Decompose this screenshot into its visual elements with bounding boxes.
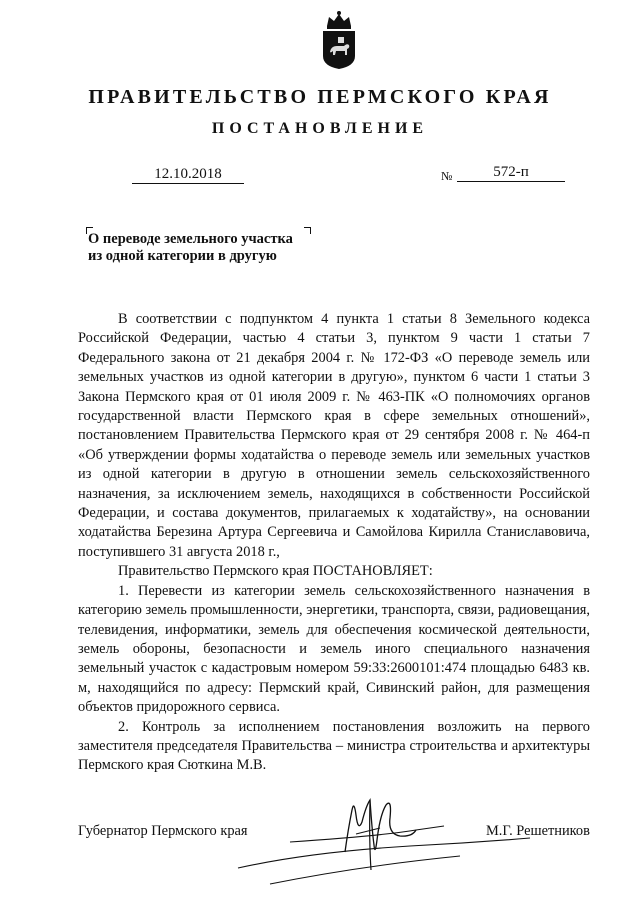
body-paragraph-resolves: Правительство Пермского края ПОСТАНОВЛЯЕТ: [118,563,433,580]
body-paragraph-item-1: 1. Перевести из категории земель сельскохозяйственного назначения в категорию земель промышленности, энергетики, транспорта, связи, радиовещания, телевидения, информатики, земель для обеспечения космической деятельности, земель обороны, безопасности и земель иного специального назначения земельный участок с кадастровым номером 59:33:2600101:474 площадью 6483 кв. м, находящийся по адресу: Пермский край, Сивинский район, для размещения объектов придорожного сервиса. [78,582,590,716]
organization-title: ПРАВИТЕЛЬСТВО ПЕРМСКОГО КРАЯ [88,86,552,108]
body-paragraph-preamble: В соответствии с подпунктом 4 пункта 1 статьи 8 Земельного кодекса Российской Федерации, частью 4 статьи 3, пунктом 9 части 1 статьи 7 Федерального закона от 21 декабря 2004 г. № 172-ФЗ «О переводе земель или земельных участков из одной категории в другую», пунктом 6 части 1 статьи 3 Закона Пермского края от 01 июля 2009 г. № 463-ПК «О полномочиях органов государственной власти Пермского края в сфере земельных отношений», постановлением Правительства Пермского края от 29 сентября 2008 г. № 464-п «Об утверждении формы ходатайства о переводе земель или земельных участков из одной категории в другую в отношении земель сельскохозяйственного назначения, за исключением земель, находящихся в собственности Российской Федерации, и состава документов, прилагаемых к ходатайству», на основании ходатайства Березина Артура Сергеевича и Самойлова Кирилла Станиславовича, поступившего 31 августа 2018 г., [78,311,590,560]
document-date: 12.10.2018 [132,166,244,184]
document-subject [88,231,293,265]
document-body [78,310,590,776]
number-sign: № [441,169,453,183]
signatory-position: Губернатор Пермского края [78,823,248,839]
signatory-name: М.Г. Решетников [486,823,590,839]
document-type: ПОСТАНОВЛЕНИЕ [211,120,429,137]
coat-of-arms-icon [318,10,360,70]
subject-line-1: О переводе земельного участка [88,231,293,247]
document-number: 572-п [457,164,565,182]
subject-corner-right [304,227,311,234]
body-paragraph-item-2: 2. Контроль за исполнением постановления возложить на первого заместителя председателя Правительства – министра строительства и архитектуры Пермского края Сюткина М.В. [78,718,590,774]
subject-line-2: из одной категории в другую [88,248,277,264]
